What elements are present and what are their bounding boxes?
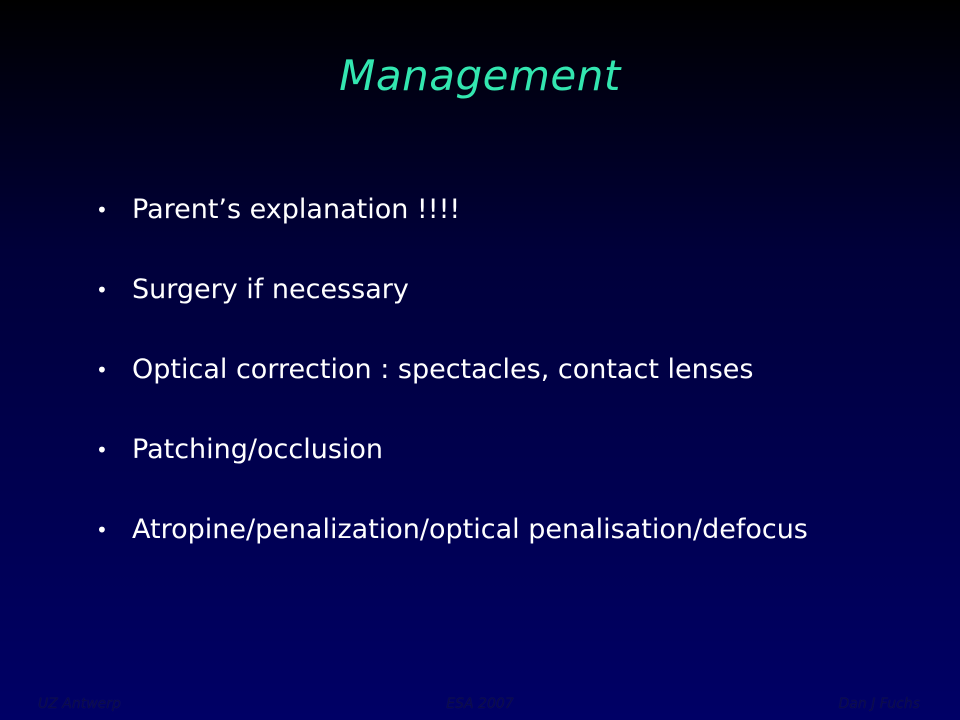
footer-center-text: ESA 2007 [446,696,514,712]
bullet-item [96,270,936,350]
bullet-text: Optical correction : spectacles, contact lenses [132,354,754,385]
bullet-text: Atropine/penalization/optical penalisation/defocus [132,514,808,545]
bullet-text: Parent’s explanation !!!! [132,194,461,225]
slide-title: Management [339,51,621,100]
slide-footer [0,694,960,716]
bullet-dot-icon: • [96,278,108,302]
bullet-dot-icon: • [96,358,108,382]
footer-left-text: UZ Antwerp [38,696,121,712]
bullet-list [96,190,936,590]
bullet-item [96,510,936,590]
footer-right-text: Dan J Fuchs [838,696,920,712]
bullet-dot-icon: • [96,518,108,542]
bullet-dot-icon: • [96,198,108,222]
bullet-item [96,350,936,430]
bullet-item [96,190,936,270]
bullet-dot-icon: • [96,438,108,462]
bullet-item [96,430,936,510]
bullet-text: Surgery if necessary [132,274,409,305]
bullet-text: Patching/occlusion [132,434,384,465]
